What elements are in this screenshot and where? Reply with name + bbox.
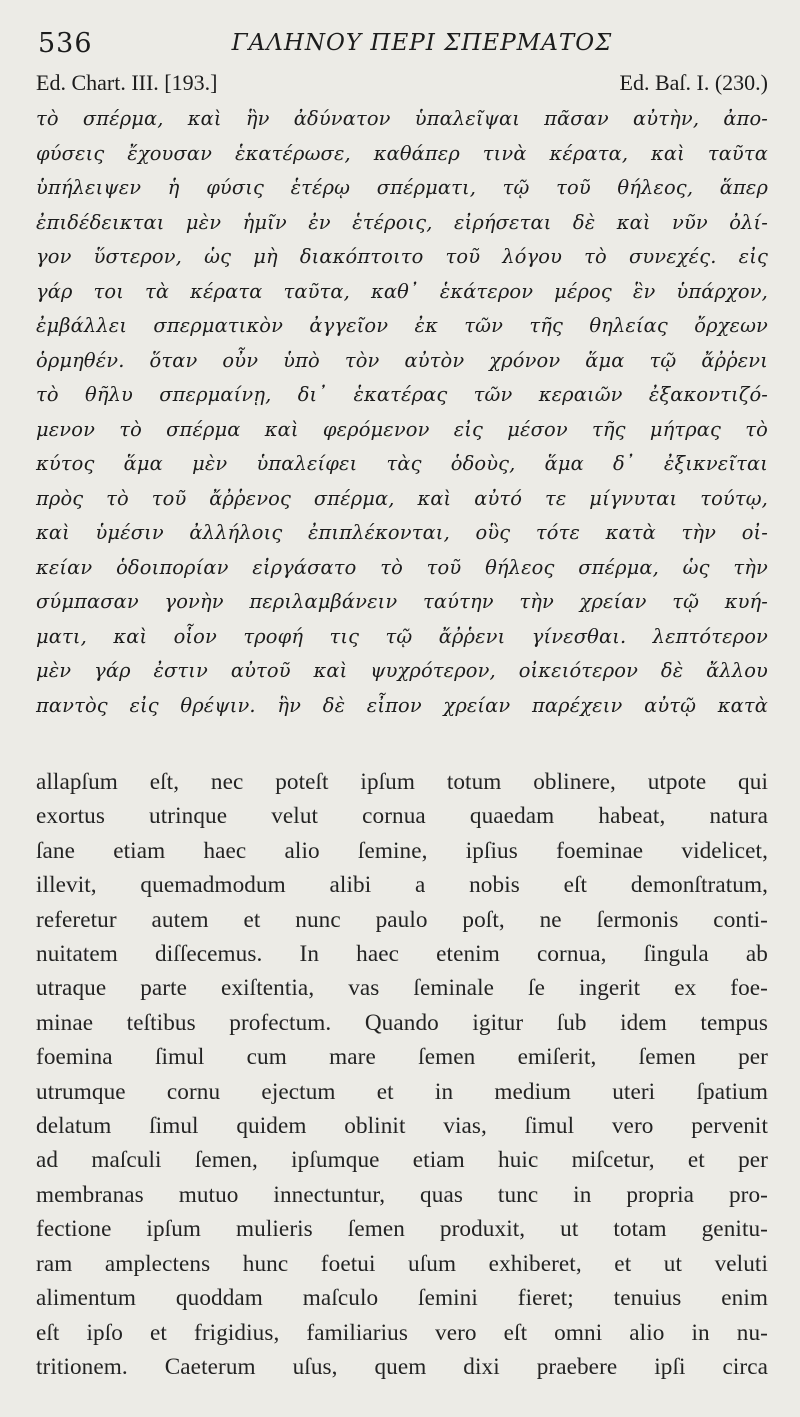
greek-line: πρὸς τὸ τοῦ ἄῤῥενος σπέρμα, καὶ αὐτό τε μίγνυται τούτῳ, [36, 486, 768, 510]
greek-line: ἐπιδέδεικται μὲν ἡμῖν ἐν ἑτέροις, εἰρήσεται δὲ καὶ νῦν ὀλί- [36, 210, 768, 234]
latin-line: referetur autem et nunc paulo poſt, ne ſermonis conti- [36, 906, 768, 933]
latin-text-block [36, 765, 768, 1384]
page-number: 536 [38, 28, 93, 59]
latin-line: ſane etiam haec alio ſemine, ipſius foeminae videlicet, [36, 837, 768, 864]
edition-reference-chartier: Ed. Chart. III. [193.] [36, 70, 218, 95]
greek-line: γάρ τοι τὰ κέρατα ταῦτα, καθ᾽ ἑκάτερον μέρος ἓν ὑπάρχον, [36, 279, 768, 303]
greek-line: τὸ σπέρμα, καὶ ἣν ἀδύνατον ὑπαλεῖψαι πᾶσαν αὐτὴν, ἀπο- [36, 107, 768, 130]
latin-line: exortus utrinque velut cornua quaedam habeat, natura [36, 803, 768, 830]
greek-line: ματι, καὶ οἷον τροφή τις τῷ ἄῤῥενι γίνεσθαι. λεπτότερον [36, 624, 768, 648]
greek-line: ὁρμηθέν. ὅταν οὖν ὑπὸ τὸν αὐτὸν χρόνον ἅμα τῷ ἄῤῥενι [36, 348, 768, 372]
greek-line: γον ὕστερον, ὡς μὴ διακόπτοιτο τοῦ λόγου τὸ συνεχές. εἰς [36, 245, 768, 268]
latin-line: nuitatem diſſecemus. In haec etenim cornua, ſingula ab [36, 941, 768, 968]
latin-line: utraque parte exiſtentia, vas ſeminale ſe ingerit ex foe- [36, 975, 768, 1002]
greek-line: σύμπασαν γονὴν περιλαμβάνειν ταύτην τὴν χρείαν τῷ κυή- [36, 590, 768, 613]
edition-reference-basel: Ed. Baſ. I. (230.) [619, 70, 768, 95]
greek-line: ὑπήλειψεν ἡ φύσις ἑτέρῳ σπέρματι, τῷ τοῦ θήλεος, ἅπερ [36, 176, 768, 199]
latin-line: ad maſculi ſemen, ipſumque etiam huic miſcetur, et per [36, 1147, 768, 1174]
latin-line: eſt ipſo et frigidius, familiarius vero eſt omni alio in nu- [36, 1319, 768, 1346]
greek-line: μὲν γάρ ἐστιν αὐτοῦ καὶ ψυχρότερον, οἰκειότερον δὲ ἄλλου [36, 659, 768, 682]
latin-line: fectione ipſum mulieris ſemen produxit, ut totam genitu- [36, 1216, 768, 1243]
latin-line: minae teſtibus profectum. Quando igitur ſub idem tempus [36, 1009, 768, 1036]
latin-line: membranas mutuo innectuntur, quas tunc in propria pro- [36, 1181, 768, 1208]
latin-line: tritionem. Caeterum uſus, quem dixi praebere ipſi circa [36, 1353, 768, 1380]
latin-line: utrumque cornu ejectum et in medium uteri ſpatium [36, 1078, 768, 1105]
greek-line: φύσεις ἔχουσαν ἑκατέρωσε, καθάπερ τινὰ κέρατα, καὶ ταῦτα [36, 141, 768, 165]
greek-line: κύτος ἅμα μὲν ὑπαλείφει τὰς ὁδοὺς, ἅμα δ᾽ ἐξικνεῖται [36, 452, 768, 475]
greek-line: καὶ ὑμέσιν ἀλλήλοις ἐπιπλέκονται, οὓς τότε κατὰ τὴν οἰ- [36, 521, 768, 544]
latin-line: allapſum eſt, nec poteſt ipſum totum oblinere, utpote qui [36, 769, 768, 795]
latin-line: delatum ſimul quidem oblinit vias, ſimul vero pervenit [36, 1113, 768, 1140]
latin-line: ram amplectens hunc foetui uſum exhiberet, et ut veluti [36, 1250, 768, 1277]
section-gap [36, 723, 768, 765]
running-title: ΓΑΛΗΝΟΥ ΠΕΡΙ ΣΠΕΡΜΑΤΟΣ [231, 30, 613, 56]
page-header [36, 26, 768, 68]
latin-line: alimentum quoddam maſculo ſemini fieret; tenuius enim [36, 1285, 768, 1312]
latin-line: illevit, quemadmodum alibi a nobis eſt demonſtratum, [36, 872, 768, 899]
latin-line: foemina ſimul cum mare ſemen emiſerit, ſemen per [36, 1044, 768, 1071]
greek-line: μενον τὸ σπέρμα καὶ φερόμενον εἰς μέσον τῆς μήτρας τὸ [36, 417, 768, 441]
greek-line: τὸ θῆλυ σπερμαίνῃ, δι᾽ ἑκατέρας τῶν κεραιῶν ἐξακοντιζό- [36, 383, 768, 406]
greek-line: ἐμβάλλει σπερματικὸν ἀγγεῖον ἐκ τῶν τῆς θηλείας ὄρχεων [36, 314, 768, 337]
greek-line: παντὸς εἰς θρέψιν. ἣν δὲ εἶπον χρείαν παρέχειν αὐτῷ κατὰ [36, 693, 768, 717]
edition-references [36, 68, 768, 102]
greek-text-block [36, 102, 768, 723]
greek-line: κείαν ὁδοιπορίαν εἰργάσατο τὸ τοῦ θήλεος σπέρμα, ὡς τὴν [36, 555, 768, 579]
